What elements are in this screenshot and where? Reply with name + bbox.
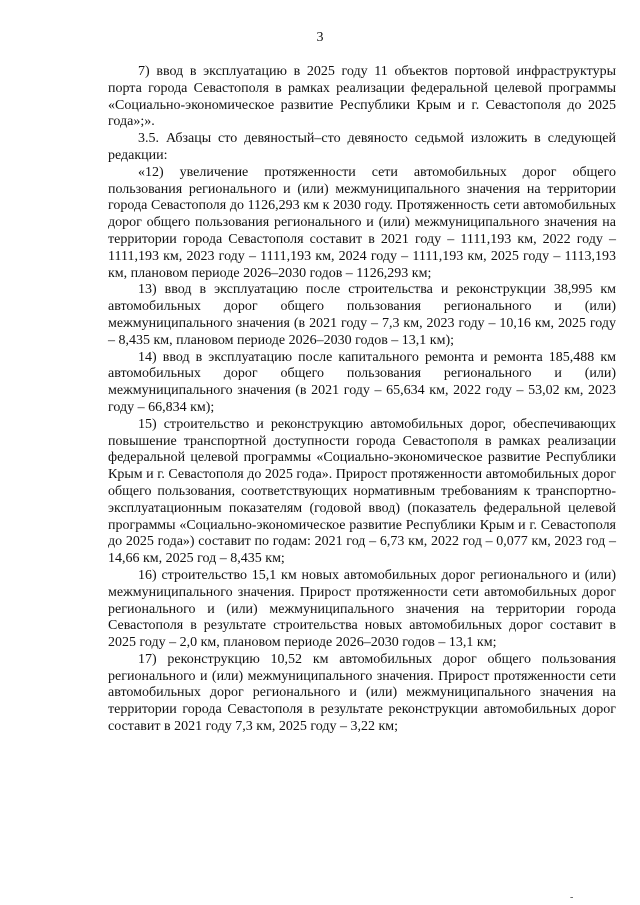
paragraph-item-16: 16) строительство 15,1 км новых автомобильных дорог регионального и (или) межмуниципального значения. Прирост протяженности сети автомобильных дорог регионального и (или) межмуниципального значения на территории города Севастополя в результате строительства новых автомобильных дорог составит в 2025 году – 2,0 км, плановом периоде 2026–2030 годов – 13,1 км;	[108, 567, 616, 651]
paragraph-item-15: 15) строительство и реконструкцию автомобильных дорог, обеспечивающих повышение транспортной доступности города Севастополя в рамках реализации федеральной целевой программы «Социально-экономическое развитие Республики Крым и г. Севастополя до 2025 года». Прирост протяженности автомобильных дорог общего пользования, соответствующих нормативным требованиям к транспортно-эксплуатационным показателям (годовой ввод) (показатель федеральной целевой программы «Социально-экономическое развитие Республики Крым и г. Севастополя до 2025 года») составит по годам: 2021 год – 6,73 км, 2022 год – 0,077 км, 2023 год – 14,66 км, 2025 год – 8,435 км;	[108, 416, 616, 567]
page-number: 3	[316, 30, 324, 45]
paragraph-item-12: «12) увеличение протяженности сети автомобильных дорог общего пользования регионального и (или) межмуниципального значения на территории города Севастополя до 1126,293 км к 2030 году. Протяженность сети автомобильных дорог общего пользования регионального и (или) межмуниципального значения на территории города Севастополя составит в 2021 году – 1111,193 км, 2022 году – 1111,193 км, 2023 году – 1111,193 км, 2024 году – 1111,193 км, 2025 году – 1113,193 км, плановом периоде 2026–2030 годов – 1126,293 км;	[108, 164, 616, 281]
paragraph-item-14: 14) ввод в эксплуатацию после капитального ремонта и ремонта 185,488 км автомобильных дорог общего пользования регионального и (или) межмуниципального значения (в 2021 году – 65,634 км, 2022 году – 53,02 км, 2023 году – 66,834 км);	[108, 349, 616, 415]
paragraph-item-13: 13) ввод в эксплуатацию после строительства и реконструкции 38,995 км автомобильных дорог общего пользования регионального и (или) межмуниципального значения (в 2021 году – 7,3 км, 2023 году – 10,16 км, 2025 году – 8,435 км, плановом периоде 2026–2030 годов – 13,1 км);	[108, 282, 616, 348]
paragraph-section-3-5: 3.5. Абзацы сто девяностый–сто девяносто седьмой изложить в следующей редакции:	[108, 131, 616, 163]
paragraph-item-7: 7) ввод в эксплуатацию в 2025 году 11 объектов портовой инфраструктуры порта города Севастополя в рамках реализации федеральной целевой программы «Социально-экономическое развитие Республики Крым и г. Севастополя до 2025 года»;».	[108, 64, 616, 130]
paragraph-item-17: 17) реконструкцию 10,52 км автомобильных дорог общего пользования регионального и (или) межмуниципального значения. Прирост протяженности сети автомобильных дорог регионального и (или) межмуниципального значения на территории города Севастополя в результате реконструкции автомобильных дорог составит в 2021 году 7,3 км, 2025 году – 3,22 км;	[108, 651, 616, 735]
document-body	[108, 64, 616, 736]
footer-mark: -	[570, 892, 574, 903]
